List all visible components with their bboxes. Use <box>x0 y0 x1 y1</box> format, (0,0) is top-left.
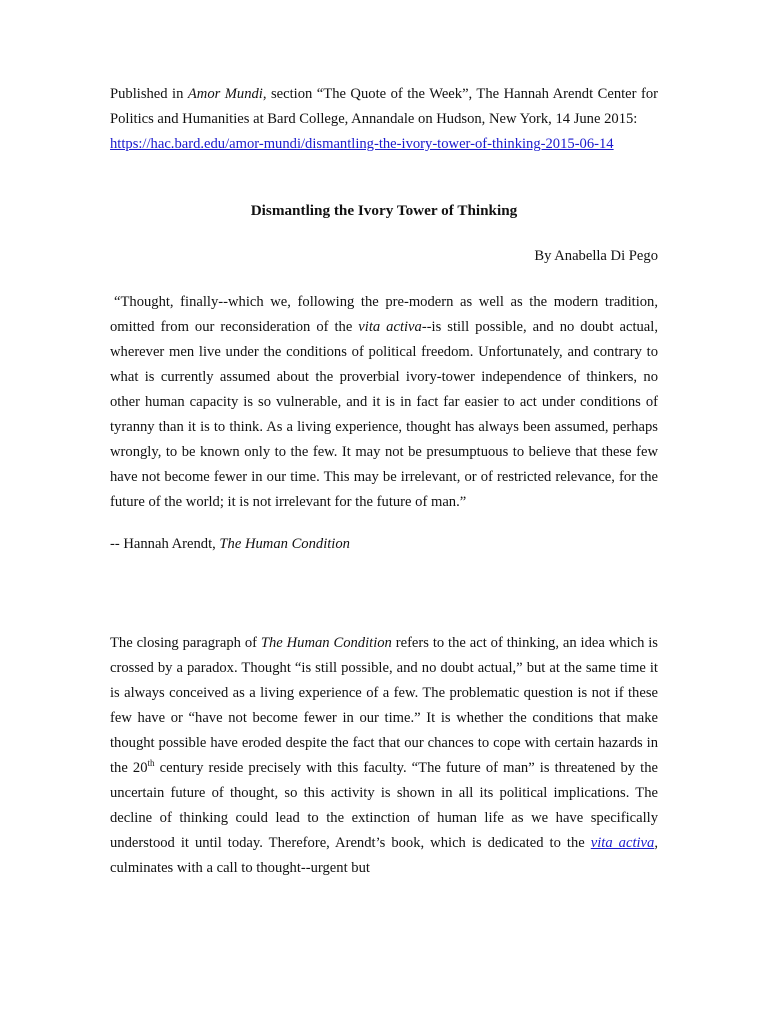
body-superscript: th <box>147 758 155 768</box>
publication-note <box>110 82 658 157</box>
quote-part-2: --is still possible, and no doubt actual, wherever men live under the conditions of political freedom. Unfortunately, and contrary to what is currently assumed about the proverbial ivory-tower independence of thinkers, no other human capacity is so vulnerable, and it is in fact far easier to act under conditions of tyranny than it is to think. As a living experience, thought has always been assumed, perhaps wrongly, to be known only to the few. It may not be presumptuous to believe that these few have not become fewer in our time. This may be irrelevant, or of restricted relevance, for the future of the world; it is not irrelevant for the future of man.” <box>110 319 658 510</box>
article-byline: By Anabella Di Pego <box>534 248 658 264</box>
publication-prefix: Published in <box>110 86 188 102</box>
attribution-work: The Human Condition <box>219 536 350 552</box>
body-paragraph <box>110 631 658 881</box>
publication-details: , section “The Quote of the Week”, The Hannah Arendt Center for Politics and Humanities at Bard College, Annandale on Hudson, New York, 14 June 2015: <box>110 86 658 127</box>
document-page <box>110 82 658 881</box>
quote-italic-term: vita activa <box>358 319 422 335</box>
vita-activa-link[interactable] <box>591 835 655 851</box>
article-title: Dismantling the Ivory Tower of Thinking <box>250 202 518 219</box>
body-text-1: The closing paragraph of <box>110 635 261 651</box>
body-text-3: century reside precisely with this faculty. “The future of man” is threatened by the uncertain future of thought, so this activity is shown in all its political implications. The decline of thinking could lead to the extinction of human life as we have specifically understood it until today. Therefore, Arendt’s book, which is dedicated to the <box>110 760 658 851</box>
attribution-prefix: -- Hannah Arendt, <box>110 536 220 552</box>
epigraph-quote <box>110 290 658 515</box>
publication-url-link[interactable]: https://hac.bard.edu/amor-mundi/dismantling-the-ivory-tower-of-thinking-2015-06-14 <box>110 136 614 152</box>
quote-part-1: “Thought, finally--which we, following the pre-modern as well as the modern tradition, omitted from our reconsideration of the <box>110 294 658 335</box>
body-text-2: refers to the act of thinking, an idea which is crossed by a paradox. Thought “is still possible, and no doubt actual,” but at the same time it is always conceived as a living experience of a few. The problematic question is not if these few have or “have not become fewer in our time.” It is whether the conditions that make thought possible have eroded despite the fact that our chances to cope with certain hazards in the 20 <box>110 635 658 776</box>
quote-attribution <box>110 532 658 557</box>
journal-name: Amor Mundi <box>187 86 263 102</box>
body-work-title: The Human Condition <box>260 635 392 651</box>
vita-activa-link-text: vita activa <box>590 835 655 851</box>
body-text-4: , culminates with a call to thought--urgent but <box>110 835 658 876</box>
